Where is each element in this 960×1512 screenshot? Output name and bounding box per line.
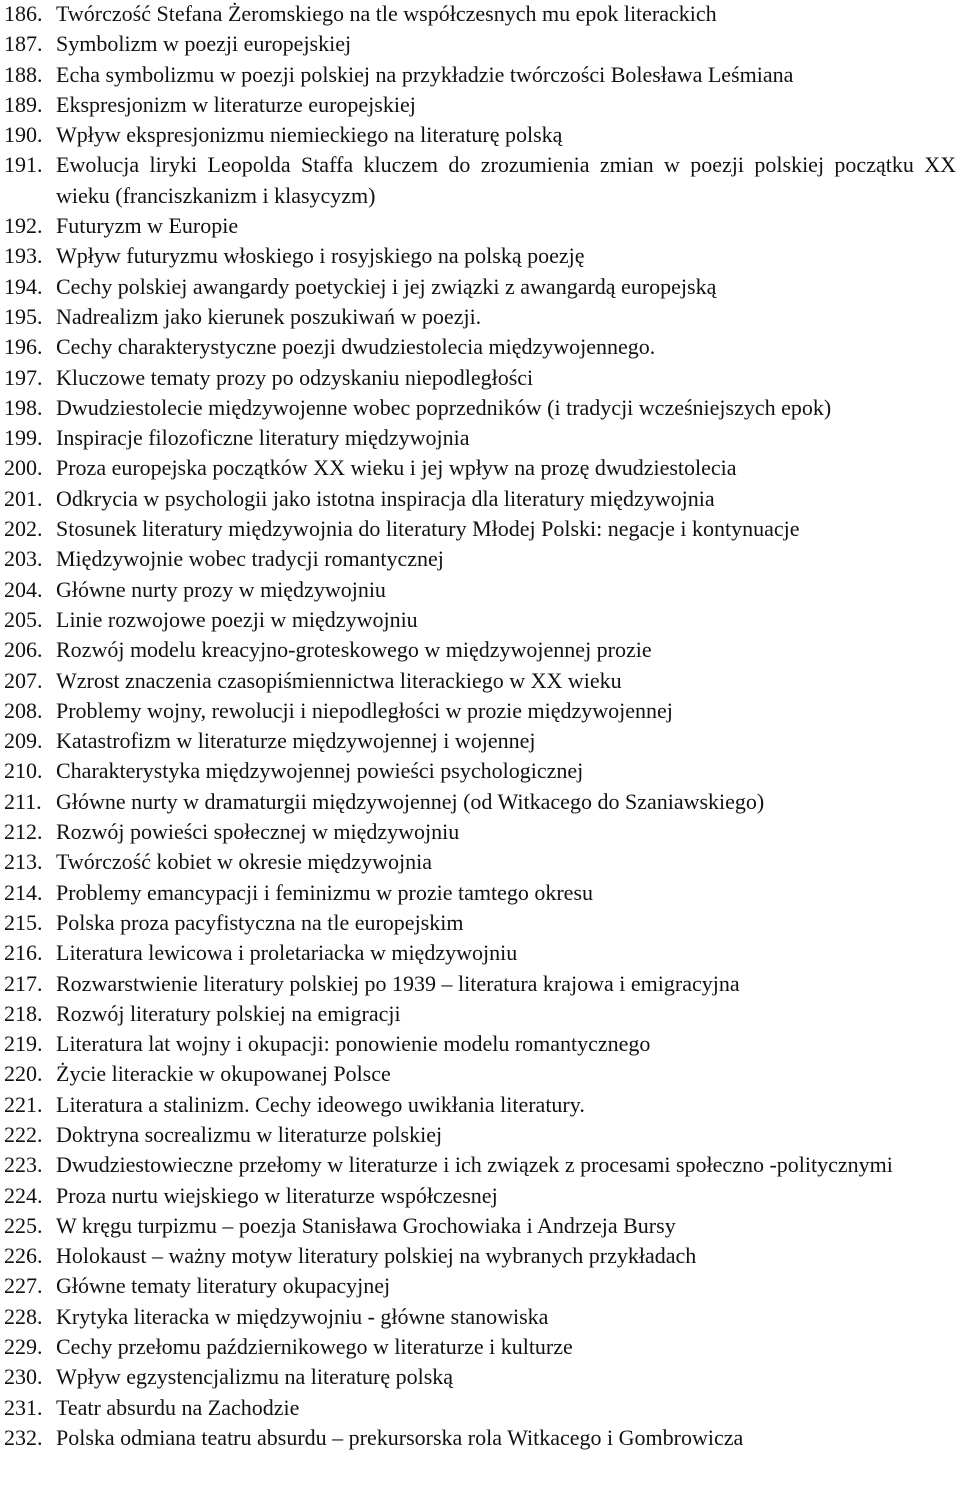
list-item (4, 666, 956, 696)
topic-text: Holokaust – ważny motyw literatury polskiej na wybranych przykładach (56, 1243, 697, 1269)
topic-text: Doktryna socrealizmu w literaturze polskiej (56, 1121, 443, 1147)
topic-text: Odkrycia w psychologii jako istotna inspiracja dla literatury międzywojnia (56, 485, 715, 511)
topic-number: 217. (4, 970, 43, 996)
topic-number: 206. (4, 637, 43, 663)
topic-number: 209. (4, 728, 43, 754)
list-item (4, 241, 956, 271)
topic-text: Główne nurty w dramaturgii międzywojennej (od Witkacego do Szaniawskiego) (56, 788, 765, 814)
list-item (4, 484, 956, 514)
topic-number: 223. (4, 1152, 43, 1178)
topic-text: Nadrealizm jako kierunek poszukiwań w poezji. (56, 303, 482, 329)
topic-text: Główne tematy literatury okupacyjnej (56, 1273, 391, 1299)
topic-text: W kręgu turpizmu – poezja Stanisława Grochowiaka i Andrzeja Bursy (56, 1212, 676, 1238)
list-item (4, 726, 956, 756)
topic-number: 228. (4, 1303, 43, 1329)
list-item (4, 1271, 956, 1301)
topic-text: Stosunek literatury międzywojnia do literatury Młodej Polski: negacje i kontynuacje (56, 516, 800, 542)
list-item (4, 847, 956, 877)
topic-number: 197. (4, 364, 43, 390)
topic-text: Twórczość Stefana Żeromskiego na tle współczesnych mu epok literackich (56, 1, 717, 26)
topic-text: Symbolizm w poezji europejskiej (56, 31, 352, 57)
list-item (4, 332, 956, 362)
topic-text: Polska odmiana teatru absurdu – prekursorska rola Witkacego i Gombrowicza (56, 1424, 744, 1450)
topic-number: 210. (4, 758, 43, 784)
list-item (4, 908, 956, 938)
list-item (4, 1090, 956, 1120)
topic-text: Literatura lewicowa i proletariacka w międzywojniu (56, 940, 518, 966)
topic-number: 229. (4, 1334, 43, 1360)
list-item (4, 302, 956, 332)
topic-number: 215. (4, 909, 43, 935)
topic-number: 226. (4, 1243, 43, 1269)
topic-number: 232. (4, 1424, 43, 1450)
topic-text: Problemy wojny, rewolucji i niepodległości w prozie międzywojennej (56, 697, 673, 723)
topic-text: Cechy polskiej awangardy poetyckiej i jej związki z awangardą europejską (56, 273, 717, 299)
topic-number: 205. (4, 606, 43, 632)
topic-text: Echa symbolizmu w poezji polskiej na przykładzie twórczości Bolesława Leśmiana (56, 61, 794, 87)
list-item (4, 635, 956, 665)
topic-text: Międzywojnie wobec tradycji romantycznej (56, 546, 444, 572)
list-item (4, 453, 956, 483)
list-item (4, 1241, 956, 1271)
topic-text: Życie literackie w okupowanej Polsce (56, 1061, 391, 1087)
list-item (4, 1393, 956, 1423)
list-item (4, 999, 956, 1029)
topic-text: Krytyka literacka w międzywojniu - główne stanowiska (56, 1303, 549, 1329)
list-item (4, 1362, 956, 1392)
topic-number: 204. (4, 576, 43, 602)
topic-text: Dwudziestowieczne przełomy w literaturze i ich związek z procesami społeczno -politycznymi (56, 1152, 893, 1178)
topic-text: Wzrost znaczenia czasopiśmiennictwa literackiego w XX wieku (56, 667, 622, 693)
topic-text: Twórczość kobiet w okresie międzywojnia (56, 849, 433, 875)
topic-text: Wpływ ekspresjonizmu niemieckiego na literaturę polską (56, 122, 563, 148)
topic-number: 214. (4, 879, 43, 905)
topic-number: 191. (4, 152, 43, 178)
topic-number: 202. (4, 516, 43, 542)
topic-number: 212. (4, 819, 43, 845)
list-item (4, 514, 956, 544)
topic-text: Linie rozwojowe poezji w międzywojniu (56, 606, 418, 632)
topic-number: 216. (4, 940, 43, 966)
list-item (4, 605, 956, 635)
topic-number: 221. (4, 1091, 43, 1117)
topic-text: Wpływ egzystencjalizmu na literaturę polską (56, 1364, 454, 1390)
topic-number: 207. (4, 667, 43, 693)
list-item (4, 363, 956, 393)
list-item (4, 1120, 956, 1150)
list-item (4, 1181, 956, 1211)
list-item (4, 575, 956, 605)
list-item (4, 544, 956, 574)
list-item (4, 120, 956, 150)
list-item (4, 969, 956, 999)
topic-number: 220. (4, 1061, 43, 1087)
topic-number: 218. (4, 1000, 43, 1026)
list-item (4, 60, 956, 90)
topic-text: Ewolucja liryki Leopolda Staffa kluczem do zrozumienia zmian w poezji polskiej początku XX wieku (franciszkanizm i klasycyzm) (56, 152, 956, 208)
topic-text: Literatura lat wojny i okupacji: ponowienie modelu romantycznego (56, 1031, 651, 1057)
topic-number: 193. (4, 243, 43, 269)
topic-number: 190. (4, 122, 43, 148)
topic-text: Inspiracje filozoficzne literatury międzywojnia (56, 425, 470, 451)
topic-text: Katastrofizm w literaturze międzywojennej i wojennej (56, 728, 536, 754)
topic-number: 186. (4, 1, 43, 26)
topic-text: Rozwój literatury polskiej na emigracji (56, 1000, 401, 1026)
list-item (4, 787, 956, 817)
topic-text: Problemy emancypacji i feminizmu w prozie tamtego okresu (56, 879, 594, 905)
list-item (4, 90, 956, 120)
topic-text: Futuryzm w Europie (56, 213, 239, 239)
list-item (4, 423, 956, 453)
list-item (4, 1150, 956, 1180)
topic-text: Kluczowe tematy prozy po odzyskaniu niepodległości (56, 364, 534, 390)
topic-number: 196. (4, 334, 43, 360)
topic-number: 201. (4, 485, 43, 511)
list-item (4, 393, 956, 423)
topic-text: Wpływ futuryzmu włoskiego i rosyjskiego na polską poezję (56, 243, 585, 269)
list-item (4, 938, 956, 968)
list-item (4, 150, 956, 211)
topic-text: Proza nurtu wiejskiego w literaturze współczesnej (56, 1182, 498, 1208)
list-item (4, 817, 956, 847)
list-item (4, 272, 956, 302)
topic-number: 227. (4, 1273, 43, 1299)
topic-number: 231. (4, 1394, 43, 1420)
list-item (4, 1302, 956, 1332)
topic-text: Charakterystyka międzywojennej powieści psychologicznej (56, 758, 584, 784)
topic-number: 211. (4, 788, 42, 814)
list-item (4, 1332, 956, 1362)
list-item (4, 211, 956, 241)
topic-text: Cechy przełomu październikowego w literaturze i kulturze (56, 1334, 573, 1360)
topic-text: Proza europejska początków XX wieku i jej wpływ na prozę dwudziestolecia (56, 455, 737, 481)
topic-number: 225. (4, 1212, 43, 1238)
topic-text: Cechy charakterystyczne poezji dwudziestolecia międzywojennego. (56, 334, 656, 360)
topic-text: Teatr absurdu na Zachodzie (56, 1394, 300, 1420)
list-item (4, 878, 956, 908)
topic-number: 195. (4, 303, 43, 329)
topic-text: Literatura a stalinizm. Cechy ideowego uwikłania literatury. (56, 1091, 585, 1117)
topic-text: Główne nurty prozy w międzywojniu (56, 576, 386, 602)
list-item (4, 756, 956, 786)
topic-number: 203. (4, 546, 43, 572)
list-item (4, 696, 956, 726)
topic-number: 187. (4, 31, 43, 57)
topic-text: Rozwarstwienie literatury polskiej po 1939 – literatura krajowa i emigracyjna (56, 970, 740, 996)
topic-number: 192. (4, 213, 43, 239)
topic-number: 194. (4, 273, 43, 299)
topic-number: 222. (4, 1121, 43, 1147)
topic-text: Polska proza pacyfistyczna na tle europejskim (56, 909, 464, 935)
list-item (4, 1423, 956, 1453)
list-item (4, 1211, 956, 1241)
topic-number: 200. (4, 455, 43, 481)
topic-number: 188. (4, 61, 43, 87)
topic-number: 199. (4, 425, 43, 451)
list-item (4, 1059, 956, 1089)
topic-number: 230. (4, 1364, 43, 1390)
list-item (4, 0, 956, 29)
list-item (4, 29, 956, 59)
topic-number: 189. (4, 91, 43, 117)
list-item (4, 1029, 956, 1059)
topic-text: Ekspresjonizm w literaturze europejskiej (56, 91, 416, 117)
topic-number: 208. (4, 697, 43, 723)
topic-number: 213. (4, 849, 43, 875)
topic-text: Dwudziestolecie międzywojenne wobec poprzedników (i tradycji wcześniejszych epok) (56, 394, 832, 420)
topic-list (4, 0, 956, 1453)
topic-number: 219. (4, 1031, 43, 1057)
topic-text: Rozwój modelu kreacyjno-groteskowego w międzywojennej prozie (56, 637, 652, 663)
topic-text: Rozwój powieści społecznej w międzywojniu (56, 819, 460, 845)
topic-number: 198. (4, 394, 43, 420)
topic-number: 224. (4, 1182, 43, 1208)
